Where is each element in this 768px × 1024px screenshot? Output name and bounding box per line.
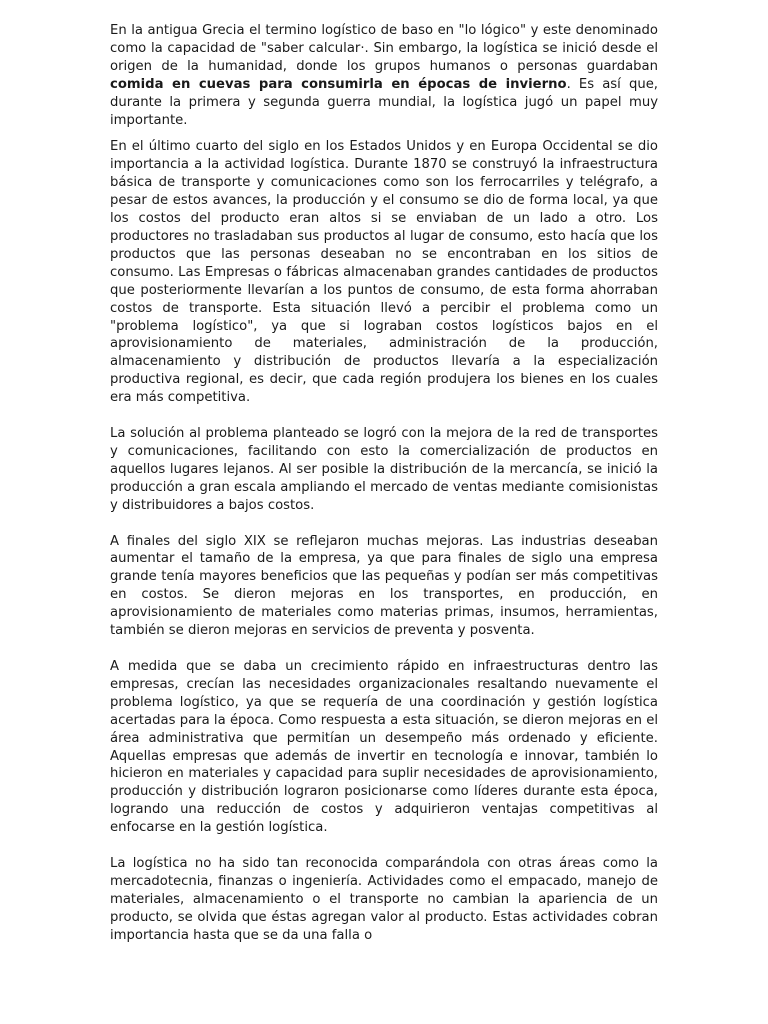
paragraph-6: La logística no ha sido tan reconocida comparándola con otras áreas como la mercadotecnia, finanzas o ingeniería. Actividades como el empacado, manejo de materiales, almacenamiento o el transporte no cambian la apariencia de un producto, se olvida que éstas agregan valor al producto. Estas actividades cobran importancia hasta que se da una falla o xyxy=(110,856,658,943)
paragraph-1-text-a: En la antigua Grecia el termino logístico de baso en "lo lógico" y este denominado como la capacidad de "saber calcular·. Sin embargo, la logística se inició desde el origen de la humanidad, donde los grupos humanos o personas guardaban xyxy=(110,23,658,74)
paragraph-1-text-b: . Es así que, durante la primera y segunda guerra mundial, la logística jugó un papel muy importante. xyxy=(110,76,658,128)
paragraph-5: A medida que se daba un crecimiento rápido en infraestructuras dentro las empresas, crecían las necesidades organizacionales resaltando nuevamente el problema logístico, ya que se requería de una coordinación y gestión logística acertadas para la época. Como respuesta a esta situación, se dieron mejoras en el área administrativa que permitían un desempeño más ordenado y eficiente. Aquellas empresas que además de invertir en tecnología e innovar, también lo hicieron en materiales y capacidad para suplir necesidades de aprovisionamiento, producción y distribución lograron posicionarse como líderes durante esta época, logrando una reducción de costos y adquirieron ventajas competitivas al enfocarse en la gestión logística. xyxy=(110,659,658,836)
paragraph-1 xyxy=(110,22,658,129)
document-page xyxy=(110,22,658,945)
paragraph-3: La solución al problema planteado se logró con la mejora de la red de transportes y comunicaciones, facilitando con esto la comercialización de productos en aquellos lugares lejanos. Al ser posible la distribución de la mercancía, se inició la producción a gran escala ampliando el mercado de ventas mediante comisionistas y distribuidores a bajos costos. xyxy=(110,426,658,513)
paragraph-4: A finales del siglo XIX se reflejaron muchas mejoras. Las industrias deseaban aumentar el tamaño de la empresa, ya que para finales de siglo una empresa grande tenía mayores beneficios que las pequeñas y podían ser más competitivas en costos. Se dieron mejoras en los transportes, en producción, en aprovisionamiento de materiales como materias primas, insumos, herramientas, también se dieron mejoras en servicios de preventa y posventa. xyxy=(110,533,658,639)
paragraph-2: En el último cuarto del siglo en los Estados Unidos y en Europa Occidental se dio importancia a la actividad logística. Durante 1870 se construyó la infraestructura básica de transporte y comunicaciones como son los ferrocarriles y telégrafo, a pesar de estos avances, la producción y el consumo se dio de forma local, ya que los costos del producto eran altos si se enviaban de un lado a otro. Los productores no trasladaban sus productos al lugar de consumo, esto hacía que los productos que las personas deseaban no se encontraban en los sitios de consumo. Las Empresas o fábricas almacenaban grandes cantidades de productos que posteriormente llevarían a los puntos de consumo, de esta forma ahorraban costos de transporte. Esta situación llevó a percibir el problema como un "problema logístico", ya que si lograban costos logísticos bajos en el aprovisionamiento de materiales, administración de la producción, almacenamiento y distribución de productos llevaría a la especialización productiva regional, es decir, que cada región produjera los bienes en los cuales era más competitiva. xyxy=(110,139,658,406)
paragraph-1-bold-text: comida en cuevas para consumirla en épocas de invierno xyxy=(110,76,567,92)
